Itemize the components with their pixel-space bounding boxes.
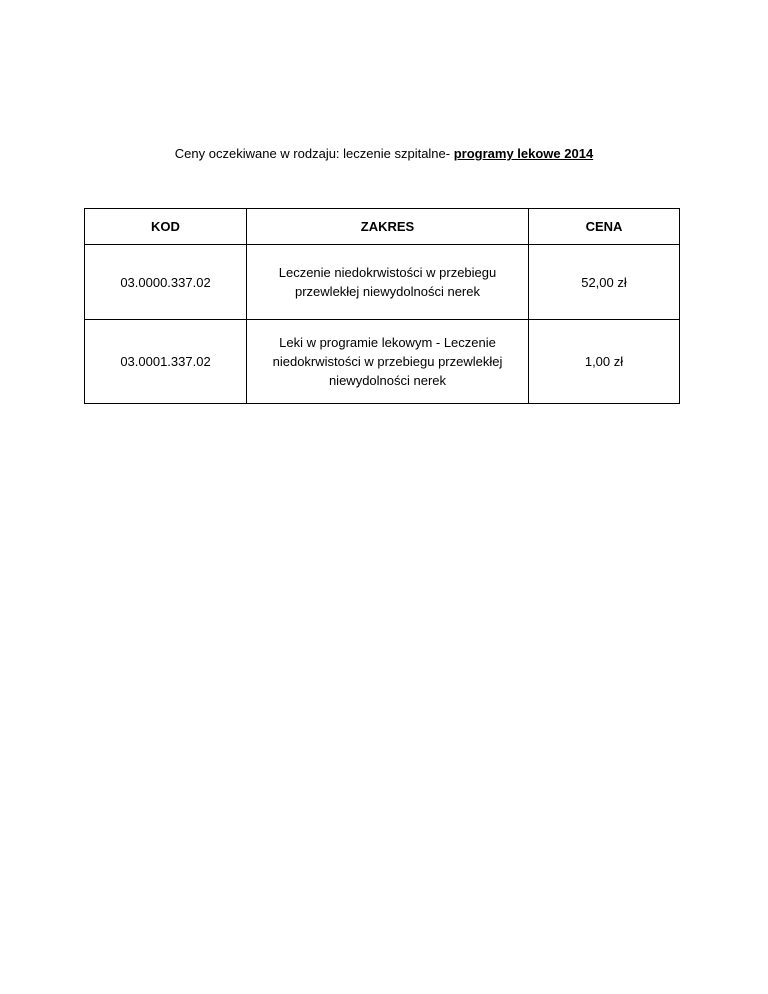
page-heading xyxy=(0,145,768,163)
cell-zakres: Leczenie niedokrwistości w przebiegu przewlekłej niewydolności nerek xyxy=(247,245,529,320)
cell-cena: 1,00 zł xyxy=(529,320,680,404)
cell-zakres: Leki w programie lekowym - Leczenie niedokrwistości w przebiegu przewlekłej niewydolności nerek xyxy=(247,320,529,404)
heading-prefix: Ceny oczekiwane w rodzaju: leczenie szpitalne- xyxy=(174,146,454,161)
price-table xyxy=(84,208,680,404)
header-cena: CENA xyxy=(529,209,680,245)
heading-emphasis: programy lekowe 2014 xyxy=(453,146,594,161)
table-header-row xyxy=(85,209,680,245)
cell-kod: 03.0000.337.02 xyxy=(85,245,247,320)
cell-kod: 03.0001.337.02 xyxy=(85,320,247,404)
table-row xyxy=(85,320,680,404)
cell-cena: 52,00 zł xyxy=(529,245,680,320)
table-row xyxy=(85,245,680,320)
header-zakres: ZAKRES xyxy=(247,209,529,245)
header-kod: KOD xyxy=(85,209,247,245)
